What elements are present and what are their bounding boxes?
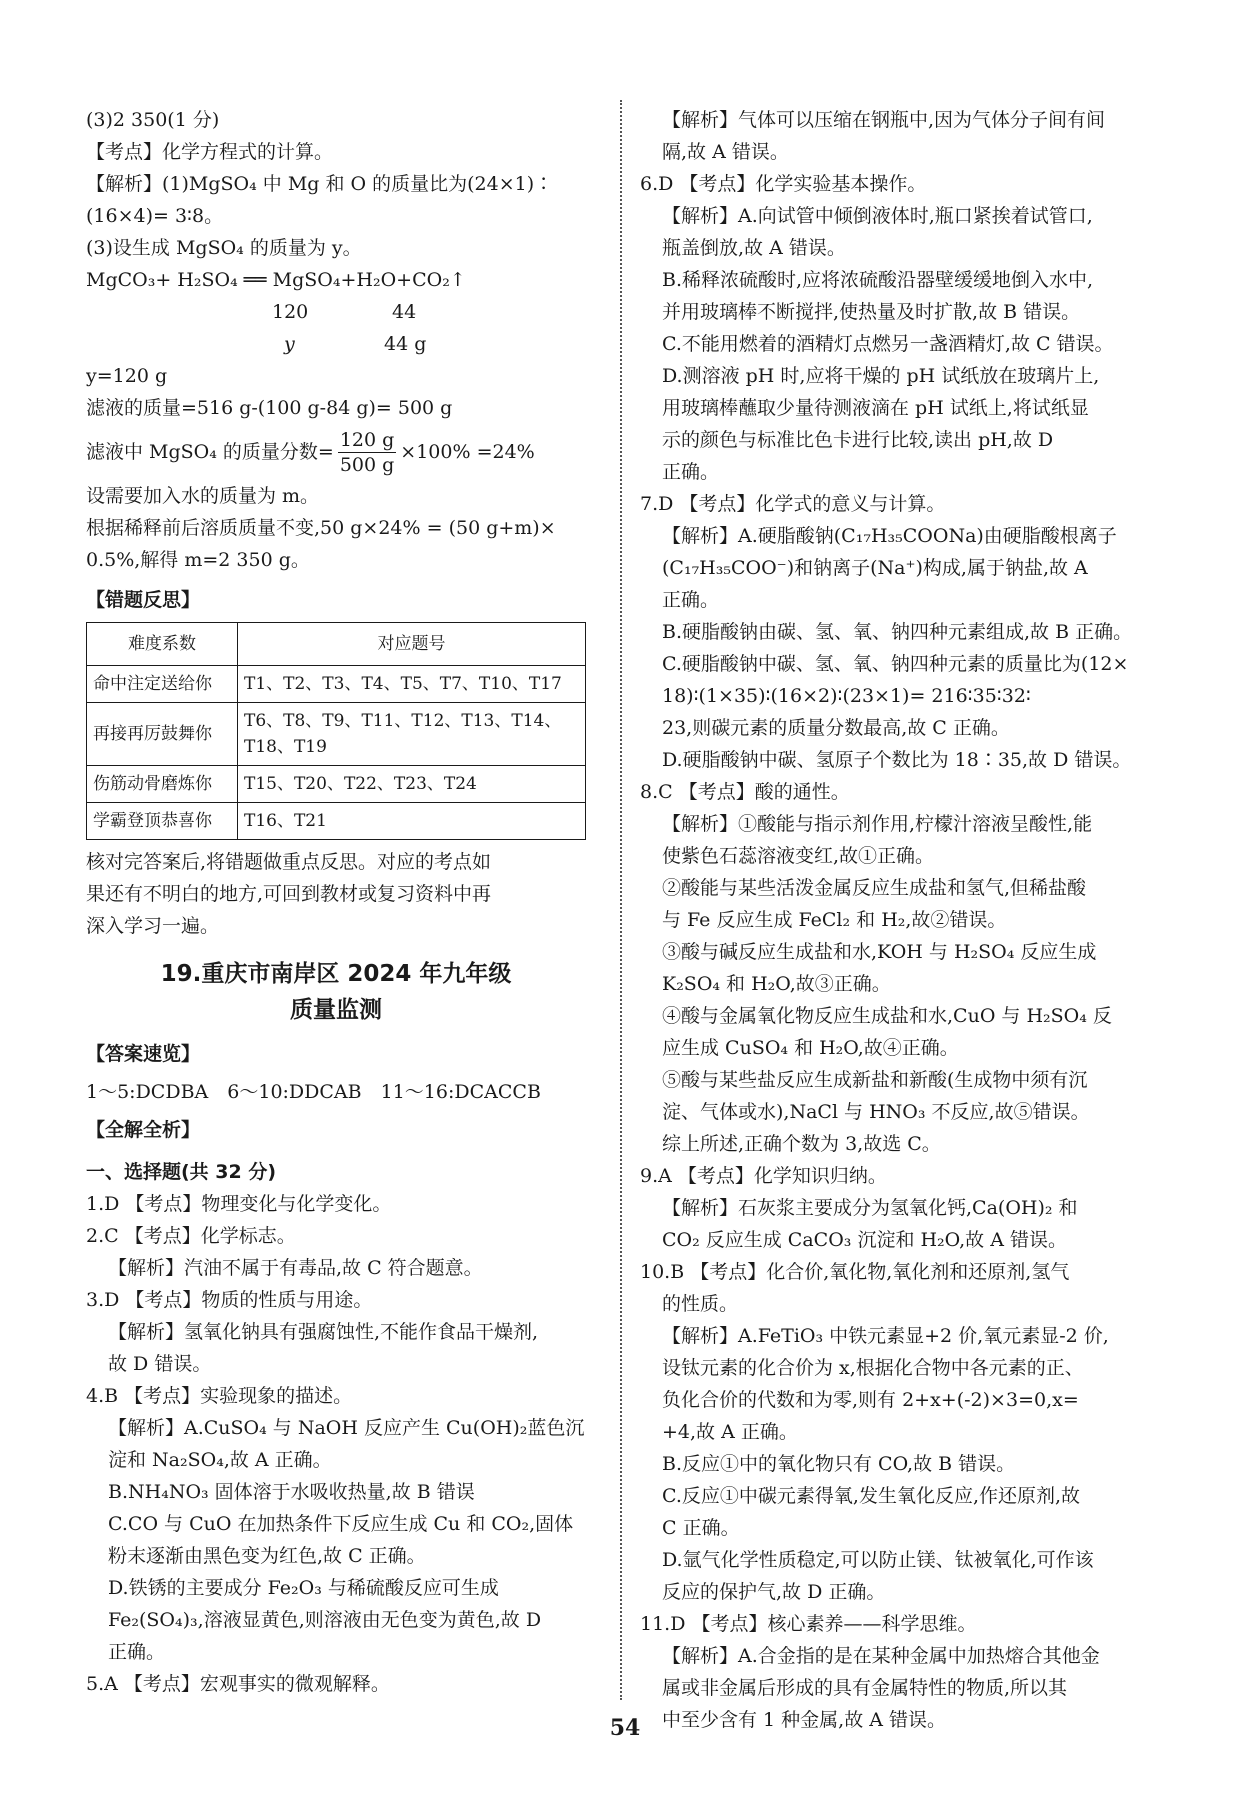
text-line: 故 D 错误。 bbox=[108, 1353, 212, 1375]
text-line: 【解析】A.FeTiO₃ 中铁元素显+2 价,氧元素显-2 价, bbox=[662, 1325, 1109, 1347]
text-line: 粉末逐渐由黑色变为红色,故 C 正确。 bbox=[108, 1545, 426, 1567]
table-row bbox=[87, 703, 586, 766]
text-line: 正确。 bbox=[662, 461, 720, 483]
calc-lines bbox=[86, 360, 586, 424]
fraction-prefix: 滤液中 MgSO₄ 的质量分数= bbox=[86, 441, 334, 463]
difficulty-cell: 伤筋动骨磨炼你 bbox=[87, 766, 238, 803]
text-line: ④酸与金属氧化物反应生成盐和水,CuO 与 H₂SO₄ 反 bbox=[662, 1005, 1112, 1027]
text-line: ③酸与碱反应生成盐和水,KOH 与 H₂SO₄ 反应生成 bbox=[662, 941, 1097, 963]
text-line: 正确。 bbox=[108, 1641, 166, 1663]
fraction-denominator: 500 g bbox=[339, 453, 395, 476]
text-line: 正确。 bbox=[662, 589, 720, 611]
text-line: 【解析】汽油不属于有毒品,故 C 符合题意。 bbox=[108, 1257, 483, 1279]
text-line: 【解析】A.向试管中倾倒液体时,瓶口紧挨着试管口, bbox=[662, 205, 1093, 227]
equation-text: MgCO₃+ H₂SO₄ ══ MgSO₄+H₂O+CO₂↑ bbox=[86, 269, 466, 291]
text-line: C 正确。 bbox=[662, 1517, 740, 1539]
text-line: 滤液的质量=516 g-(100 g-84 g)= 500 g bbox=[86, 397, 453, 419]
text-line: 8.C 【考点】酸的通性。 bbox=[640, 781, 850, 803]
text-line: C.CO 与 CuO 在加热条件下反应生成 Cu 和 CO₂,固体 bbox=[108, 1513, 574, 1535]
text-line: 5.A 【考点】宏观事实的微观解释。 bbox=[86, 1673, 390, 1695]
right-column bbox=[640, 104, 1180, 1736]
text-line: 综上所述,正确个数为 3,故选 C。 bbox=[662, 1133, 941, 1155]
quick-answers: 1～5:DCDBA 6～10:DDCAB 11～16:DCACCB bbox=[86, 1081, 541, 1103]
equation-unknown-row bbox=[86, 328, 586, 360]
section-heading: 一、选择题(共 32 分) bbox=[86, 1161, 277, 1183]
text-line: 根据稀释前后溶质质量不变,50 g×24% = (50 g+m)× bbox=[86, 517, 556, 539]
text-line: 用玻璃棒蘸取少量待测液滴在 pH 试纸上,将试纸显 bbox=[662, 397, 1089, 419]
text-line: 淀、气体或水),NaCl 与 HNO₃ 不反应,故⑤错误。 bbox=[662, 1101, 1090, 1123]
text-line: 0.5%,解得 m=2 350 g。 bbox=[86, 549, 310, 571]
text-line: 应生成 CuSO₄ 和 H₂O,故④正确。 bbox=[662, 1037, 959, 1059]
text-line: 10.B 【考点】化合价,氧化物,氧化剂和还原剂,氢气 bbox=[640, 1261, 1070, 1283]
table-row bbox=[87, 666, 586, 703]
solution-part-3 bbox=[86, 104, 586, 264]
known-value: 44 g bbox=[384, 333, 427, 355]
questions-cell: T15、T20、T22、T23、T24 bbox=[238, 766, 586, 803]
questions-cell: T16、T21 bbox=[238, 803, 586, 840]
fraction bbox=[338, 428, 396, 477]
table-row bbox=[87, 766, 586, 803]
text-line: 【解析】石灰浆主要成分为氢氧化钙,Ca(OH)₂ 和 bbox=[662, 1197, 1078, 1219]
text-line: 瓶盖倒放,故 A 错误。 bbox=[662, 237, 846, 259]
text-line: 18)∶(1×35)∶(16×2)∶(23×1)= 216∶35∶32∶ bbox=[662, 685, 1031, 707]
text-line: 7.D 【考点】化学式的意义与计算。 bbox=[640, 493, 946, 515]
equation-ratio-row bbox=[86, 296, 586, 328]
table-row bbox=[87, 803, 586, 840]
text-line: 6.D 【考点】化学实验基本操作。 bbox=[640, 173, 927, 195]
text-line: CO₂ 反应生成 CaCO₃ 沉淀和 H₂O,故 A 错误。 bbox=[662, 1229, 1067, 1251]
questions-cell: T6、T8、T9、T11、T12、T13、T14、T18、T19 bbox=[238, 703, 586, 766]
page-number: 54 bbox=[609, 1715, 641, 1741]
text-line: 2.C 【考点】化学标志。 bbox=[86, 1225, 296, 1247]
text-line: 【解析】①酸能与指示剂作用,柠檬汁溶液呈酸性,能 bbox=[662, 813, 1093, 835]
text-line: 【解析】气体可以压缩在钢瓶中,因为气体分子间有间 bbox=[662, 109, 1106, 131]
dilution-calc bbox=[86, 480, 586, 576]
text-line: 使紫色石蕊溶液变红,故①正确。 bbox=[662, 845, 935, 867]
text-line: 【解析】A.合金指的是在某种金属中加热熔合其他金 bbox=[662, 1645, 1100, 1667]
text-line: (3)设生成 MgSO₄ 的质量为 y。 bbox=[86, 237, 362, 259]
exam-title-line: 质量监测 bbox=[290, 997, 382, 1023]
chemical-equation bbox=[86, 264, 586, 296]
question-analysis bbox=[86, 1188, 586, 1700]
text-line: ⑤酸与某些盐反应生成新盐和新酸(生成物中须有沉 bbox=[662, 1069, 1088, 1091]
text-line: 【解析】氢氧化钠具有强腐蚀性,不能作食品干燥剂, bbox=[108, 1321, 539, 1343]
text-line: 深入学习一遍。 bbox=[86, 915, 220, 937]
text-line: D.铁锈的主要成分 Fe₂O₃ 与稀硫酸反应可生成 bbox=[108, 1577, 499, 1599]
text-line: 【考点】化学方程式的计算。 bbox=[86, 141, 334, 163]
difficulty-cell: 命中注定送给你 bbox=[87, 666, 238, 703]
text-line: 中至少含有 1 种金属,故 A 错误。 bbox=[662, 1709, 947, 1731]
text-line: 负化合价的代数和为零,则有 2+x+(-2)×3=0,x= bbox=[662, 1389, 1079, 1411]
question-analysis bbox=[640, 104, 1180, 1736]
questions-cell: T1、T2、T3、T4、T5、T7、T10、T17 bbox=[238, 666, 586, 703]
full-analysis-heading: 【全解全析】 bbox=[86, 1119, 201, 1141]
table-header-row bbox=[87, 623, 586, 666]
text-line: 9.A 【考点】化学知识归纳。 bbox=[640, 1165, 887, 1187]
text-line: K₂SO₄ 和 H₂O,故③正确。 bbox=[662, 973, 891, 995]
text-line: 的性质。 bbox=[662, 1293, 739, 1315]
mass-fraction-formula bbox=[86, 424, 586, 480]
exam-title bbox=[86, 956, 586, 1028]
text-line: B.NH₄NO₃ 固体溶于水吸收热量,故 B 错误 bbox=[108, 1481, 475, 1503]
text-line: 【解析】A.CuSO₄ 与 NaOH 反应产生 Cu(OH)₂蓝色沉 bbox=[108, 1417, 585, 1439]
text-line: 设钛元素的化合价为 x,根据化合物中各元素的正、 bbox=[662, 1357, 1084, 1379]
text-line: 属或非金属后形成的具有金属特性的物质,所以其 bbox=[662, 1677, 1068, 1699]
text-line: 反应的保护气,故 D 正确。 bbox=[662, 1581, 886, 1603]
text-line: 示的颜色与标准比色卡进行比较,读出 pH,故 D bbox=[662, 429, 1054, 451]
text-line: B.反应①中的氧化物只有 CO,故 B 错误。 bbox=[662, 1453, 1016, 1475]
text-line: (3)2 350(1 分) bbox=[86, 109, 220, 131]
text-line: 设需要加入水的质量为 m。 bbox=[86, 485, 320, 507]
text-line: 淀和 Na₂SO₄,故 A 正确。 bbox=[108, 1449, 332, 1471]
text-line: B.稀释浓硫酸时,应将浓硫酸沿器壁缓缓地倒入水中, bbox=[662, 269, 1094, 291]
text-line: 4.B 【考点】实验现象的描述。 bbox=[86, 1385, 353, 1407]
text-line: C.反应①中碳元素得氧,发生氧化反应,作还原剂,故 bbox=[662, 1485, 1081, 1507]
text-line: 【解析】A.硬脂酸钠(C₁₇H₃₅COONa)由硬脂酸根离子 bbox=[662, 525, 1117, 547]
fraction-numerator: 120 g bbox=[339, 428, 395, 451]
text-line: 隔,故 A 错误。 bbox=[662, 141, 789, 163]
text-line: 核对完答案后,将错题做重点反思。对应的考点如 bbox=[86, 851, 492, 873]
text-line: y=120 g bbox=[86, 365, 168, 387]
text-line: 11.D 【考点】核心素养——科学思维。 bbox=[640, 1613, 977, 1635]
text-line: (16×4)= 3∶8。 bbox=[86, 205, 224, 227]
ratio-value: 120 bbox=[272, 301, 309, 323]
table-header-cell: 对应题号 bbox=[238, 623, 586, 666]
text-line: C.硬脂酸钠中碳、氢、氧、钠四种元素的质量比为(12× bbox=[662, 653, 1129, 675]
text-line: D.硬脂酸钠中碳、氢原子个数比为 18∶35,故 D 错误。 bbox=[662, 749, 1132, 771]
ratio-value: 44 bbox=[392, 301, 417, 323]
text-line: (C₁₇H₃₅COO⁻)和钠离子(Na⁺)构成,属于钠盐,故 A bbox=[662, 557, 1088, 579]
left-column bbox=[86, 104, 586, 1700]
column-divider bbox=[620, 100, 622, 1700]
text-line: 23,则碳元素的质量分数最高,故 C 正确。 bbox=[662, 717, 1010, 739]
text-line: 1.D 【考点】物理变化与化学变化。 bbox=[86, 1193, 392, 1215]
difficulty-cell: 学霸登顶恭喜你 bbox=[87, 803, 238, 840]
text-line: 果还有不明白的地方,可回到教材或复习资料中再 bbox=[86, 883, 492, 905]
exam-title-line: 19.重庆市南岸区 2024 年九年级 bbox=[160, 961, 512, 987]
table-header-cell: 难度系数 bbox=[87, 623, 238, 666]
reflection-table bbox=[86, 622, 586, 840]
reflection-heading: 【错题反思】 bbox=[86, 589, 201, 611]
text-line: 并用玻璃棒不断搅拌,使热量及时扩散,故 B 错误。 bbox=[662, 301, 1081, 323]
text-line: 【解析】(1)MgSO₄ 中 Mg 和 O 的质量比为(24×1)∶ bbox=[86, 173, 554, 195]
text-line: C.不能用燃着的酒精灯点燃另一盏酒精灯,故 C 错误。 bbox=[662, 333, 1114, 355]
unknown-value: y bbox=[284, 333, 295, 355]
fraction-suffix: ×100% =24% bbox=[400, 441, 535, 463]
text-line: ②酸能与某些活泼金属反应生成盐和氢气,但稀盐酸 bbox=[662, 877, 1087, 899]
text-line: B.硬脂酸钠由碳、氢、氧、钠四种元素组成,故 B 正确。 bbox=[662, 621, 1133, 643]
text-line: D.氩气化学性质稳定,可以防止镁、钛被氧化,可作该 bbox=[662, 1549, 1094, 1571]
difficulty-cell: 再接再厉鼓舞你 bbox=[87, 703, 238, 766]
reflection-note bbox=[86, 846, 586, 942]
text-line: Fe₂(SO₄)₃,溶液显黄色,则溶液由无色变为黄色,故 D bbox=[108, 1609, 542, 1631]
text-line: 3.D 【考点】物质的性质与用途。 bbox=[86, 1289, 373, 1311]
quick-answers-heading: 【答案速览】 bbox=[86, 1043, 201, 1065]
text-line: D.测溶液 pH 时,应将干燥的 pH 试纸放在玻璃片上, bbox=[662, 365, 1100, 387]
text-line: 与 Fe 反应生成 FeCl₂ 和 H₂,故②错误。 bbox=[662, 909, 1007, 931]
text-line: +4,故 A 正确。 bbox=[662, 1421, 798, 1443]
